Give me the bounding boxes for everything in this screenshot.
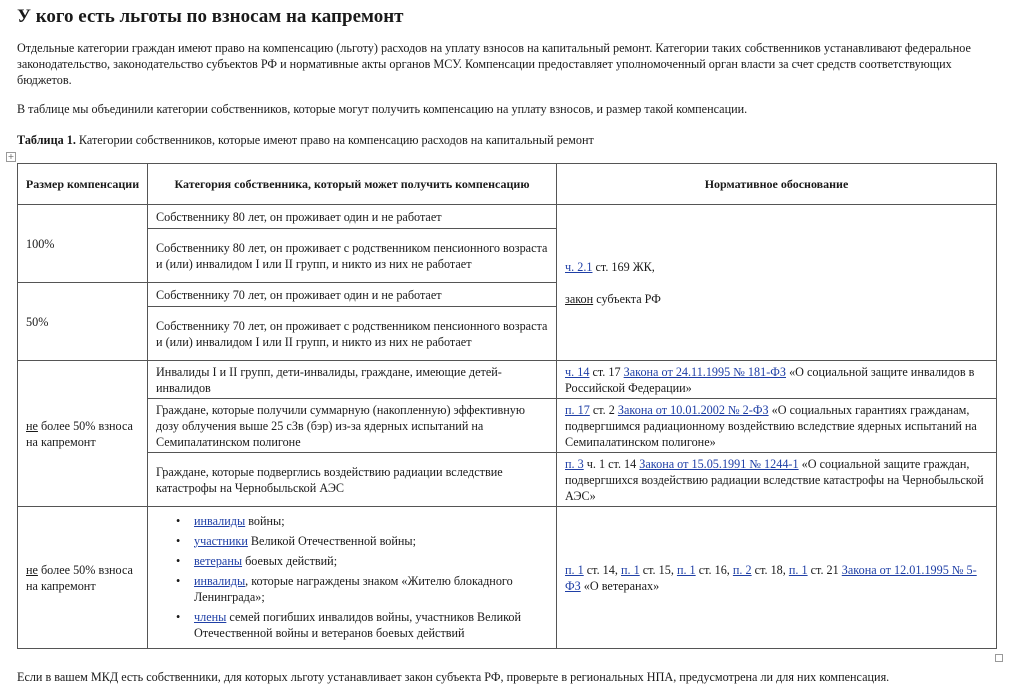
- list-item: [176, 553, 548, 569]
- category-cell: Собственнику 80 лет, он проживает один и не работает: [148, 205, 557, 229]
- header-basis: Нормативное обоснование: [557, 164, 997, 205]
- category-cell: Собственнику 80 лет, он проживает с родственником пенсионного возраста и (или) инвалидом I или II групп, и никто из них не работает: [148, 229, 557, 283]
- header-category: Категория собственника, который может получить компенсацию: [148, 164, 557, 205]
- size-cell: 100%: [18, 205, 148, 283]
- basis-link[interactable]: Закона от 24.11.1995 № 181-ФЗ: [623, 364, 787, 379]
- intro-paragraph: Отдельные категории граждан имеют право на компенсацию (льготу) расходов на уплату взносов на капитальный ремонт. Категории таких собственников устанавливают федеральное законодательство, законодательство субъектов РФ и нормативные акты органов МСУ. Компенсации предоставляет уполномоченный орган власти за счет средств соответствующих бюджетов.: [17, 41, 971, 87]
- table-resize-handle-icon[interactable]: [995, 654, 1003, 662]
- basis-cell: [557, 507, 997, 649]
- size-underlined: не: [26, 562, 38, 577]
- bullet-icon: •: [176, 553, 181, 568]
- basis-cell: [557, 453, 997, 507]
- list-item-link[interactable]: ветераны: [194, 553, 243, 568]
- list-item-link[interactable]: инвалиды: [194, 513, 246, 528]
- table-row: [18, 205, 997, 229]
- basis-cell: [557, 399, 997, 453]
- basis-link[interactable]: п. 1: [676, 562, 696, 577]
- basis-link[interactable]: Закона от 15.05.1991 № 1244-1: [639, 456, 799, 471]
- basis-link[interactable]: Закона от 10.01.2002 № 2-ФЗ: [617, 402, 769, 417]
- table-caption-label: Таблица 1.: [17, 133, 76, 147]
- table-header-row: [18, 164, 997, 205]
- basis-text: «О социальной защите граждан, подвергшихся воздействию радиации вследствие катастрофы на Чернобыльской АЭС»: [565, 456, 984, 503]
- category-cell: [148, 507, 557, 649]
- basis-cell: [557, 205, 997, 361]
- basis-text: «О социальных гарантиях гражданам, подвергшимся радиационному воздействию вследствие ядерных испытаний на Семипалатинском полигоне»: [565, 402, 977, 449]
- basis-cell: [557, 361, 997, 399]
- category-cell: Собственнику 70 лет, он проживает один и не работает: [148, 283, 557, 307]
- category-cell: Собственнику 70 лет, он проживает с родственником пенсионного возраста и (или) инвалидом I или II групп, и никто из них не работает: [148, 307, 557, 361]
- basis-text: ст. 2: [589, 402, 618, 417]
- basis-link[interactable]: п. 17: [565, 402, 590, 417]
- header-size: Размер компенсации: [18, 164, 148, 205]
- basis-link[interactable]: п. 1: [788, 562, 808, 577]
- basis-text: ст. 21: [807, 562, 842, 577]
- list-item-link[interactable]: члены: [194, 609, 227, 624]
- list-item-text: войны;: [245, 513, 285, 528]
- benefits-table: [17, 163, 997, 649]
- basis-text: ст. 18,: [751, 562, 789, 577]
- basis-text: ст. 15,: [639, 562, 677, 577]
- list-item-text: , которые награждены знаком «Жителю блокадного Ленинграда»;: [194, 573, 513, 604]
- size-cell: [18, 361, 148, 507]
- category-cell: Инвалиды I и II групп, дети-инвалиды, граждане, имеющие детей-инвалидов: [148, 361, 557, 399]
- size-cell: [18, 507, 148, 649]
- footer-paragraph: Если в вашем МКД есть собственники, для которых льготу устанавливает закон субъекта РФ, проверьте в региональных НПА, предусмотрена ли для них компенсация.: [17, 670, 890, 684]
- list-item-link[interactable]: инвалиды: [194, 573, 246, 588]
- list-item: [176, 533, 548, 549]
- bullet-icon: •: [176, 513, 181, 528]
- list-item-text: Великой Отечественной войны;: [247, 533, 417, 548]
- intro-paragraph-2: В таблице мы объединили категории собственников, которые могут получить компенсацию на уплату взносов, и размер такой компенсации.: [17, 102, 748, 116]
- bullet-icon: •: [176, 609, 181, 624]
- basis-link[interactable]: п. 2: [732, 562, 752, 577]
- bullet-icon: •: [176, 533, 181, 548]
- basis-text: ст. 14,: [583, 562, 621, 577]
- basis-text: «О ветеранах»: [580, 578, 660, 593]
- basis-text: ст. 17: [589, 364, 624, 379]
- basis-link: закон: [565, 291, 594, 306]
- list-item: [176, 609, 548, 641]
- veterans-list: [156, 513, 548, 641]
- category-cell: Граждане, которые получили суммарную (накопленную) эффективную дозу облучения выше 25 сЗв (бэр) из-за ядерных испытаний на Семипалатинском полигоне: [148, 399, 557, 453]
- table-row: [18, 361, 997, 399]
- basis-text: ст. 16,: [695, 562, 733, 577]
- table-row: [18, 453, 997, 507]
- bullet-icon: •: [176, 573, 181, 588]
- list-item-text: боевых действий;: [242, 553, 338, 568]
- basis-link[interactable]: п. 1: [565, 562, 584, 577]
- list-item: [176, 573, 548, 605]
- table-caption-text: Категории собственников, которые имеют право на компенсацию расходов на капитальный ремонт: [75, 133, 594, 147]
- table-move-handle-icon[interactable]: +: [7, 152, 15, 161]
- list-item: [176, 513, 548, 529]
- basis-text: «О социальной защите инвалидов в Российской Федерации»: [565, 364, 975, 395]
- list-item-text: семей погибших инвалидов войны, участников Великой Отечественной войны и ветеранов боевых действий: [194, 609, 522, 640]
- size-text: более 50% взноса на капремонт: [26, 562, 133, 593]
- basis-link[interactable]: п. 3: [565, 456, 584, 471]
- table-row: [18, 507, 997, 649]
- basis-link[interactable]: ч. 14: [565, 364, 590, 379]
- basis-link[interactable]: Закона от 12.01.1995 № 5-ФЗ: [565, 562, 977, 593]
- basis-text: ст. 169 ЖК,: [592, 259, 655, 274]
- size-cell: 50%: [18, 283, 148, 361]
- size-underlined: не: [26, 418, 38, 433]
- basis-text: субъекта РФ: [593, 291, 661, 306]
- page-title: У кого есть льготы по взносам на капремонт: [17, 6, 404, 27]
- table-caption: [17, 132, 594, 148]
- basis-link[interactable]: ч. 2.1: [565, 259, 593, 274]
- table-row: [18, 399, 997, 453]
- category-cell: Граждане, которые подверглись воздействию радиации вследствие катастрофы на Чернобыльской АЭС: [148, 453, 557, 507]
- list-item-link[interactable]: участники: [194, 533, 248, 548]
- size-text: более 50% взноса на капремонт: [26, 418, 133, 449]
- basis-text: ч. 1 ст. 14: [583, 456, 640, 471]
- basis-link[interactable]: п. 1: [620, 562, 640, 577]
